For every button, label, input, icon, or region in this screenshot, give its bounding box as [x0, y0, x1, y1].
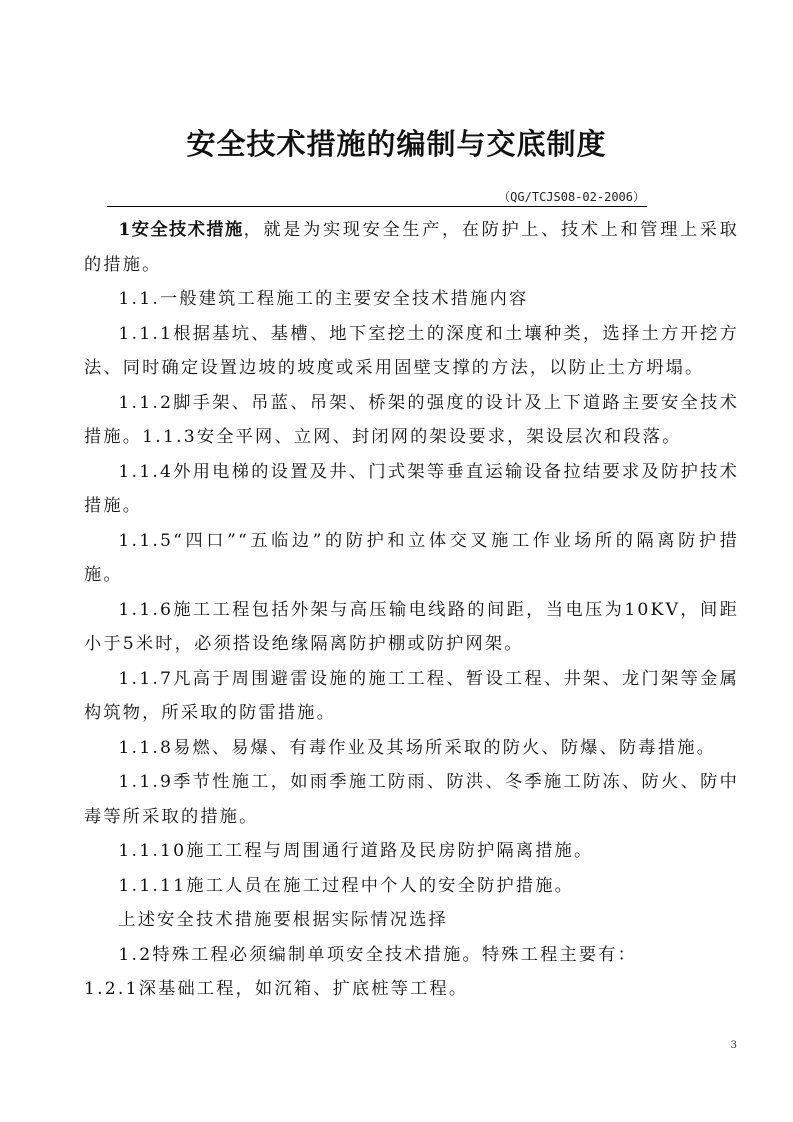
- paragraph-1-1-10: 1.1.10施工工程与周围通行道路及民房防护隔离措施。: [118, 841, 594, 861]
- paragraph-1-1-2: 1.1.2脚手架、吊蓝、吊架、桥架的强度的设计及上下道路主要安全技术措施。1.1.3安全平网、立网、封闭网的架设要求，架设层次和段落。: [84, 392, 739, 447]
- paragraph-summary: 上述安全技术措施要根据实际情况选择: [118, 910, 448, 930]
- paragraph-1-1-5: 1.1.5“四口”“五临边”的防护和立体交叉施工作业场所的隔离防护措施。: [84, 530, 739, 585]
- paragraph-1-2: 1.2特殊工程必须编制单项安全技术措施。特殊工程主要有：: [118, 944, 638, 965]
- document-code: （QG/TCJS08-02-2006）: [498, 190, 645, 204]
- page-number: 3: [730, 1040, 737, 1051]
- paragraph-1-2-1: 1.2.1深基础工程，如沉箱、扩底桩等工程。: [84, 979, 469, 999]
- paragraph-1-1-1: 1.1.1根据基坑、基槽、地下室挖土的深度和土壤种类，选择土方开挖方法、同时确定设置边坡的坡度或采用固壁支撑的方法，以防止土方坍塌。: [84, 323, 739, 378]
- paragraph-1-1-7: 1.1.7凡高于周围避雷设施的施工工程、暂设工程、井架、龙门架等金属构筑物，所采取的防雷措施。: [84, 668, 739, 723]
- paragraph-1-1-11: 1.1.11施工人员在施工过程中个人的安全防护措施。: [118, 875, 575, 896]
- paragraph-1: 1安全技术措施，就是为实现安全生产，在防护上、技术上和管理上采取的措施。: [84, 220, 739, 275]
- paragraph-1-1-9: 1.1.9季节性施工，如雨季施工防雨、防洪、冬季施工防冻、防火、防中毒等所采取的措施。: [84, 772, 739, 827]
- paragraph-1-1-8: 1.1.8易燃、易爆、有毒作业及其场所采取的防火、防爆、防毒措施。: [118, 737, 716, 758]
- paragraph-1-1-6: 1.1.6施工工程包括外架与高压输电线路的间距，当电压为10KV，间距小于5米时，必须搭设绝缘隔离防护棚或防护网架。: [84, 599, 739, 654]
- document-body: [84, 213, 739, 1007]
- paragraph-1-1-4: 1.1.4外用电梯的设置及井、门式架等垂直运输设备拉结要求及防护技术措施。: [84, 461, 739, 516]
- page-title: 安全技术措施的编制与交底制度: [186, 127, 607, 161]
- paragraph-1-1: 1.1.一般建筑工程施工的主要安全技术措施内容: [118, 289, 529, 309]
- header-rule: [107, 206, 647, 207]
- section-heading-bold: 1安全技术措施: [118, 220, 244, 240]
